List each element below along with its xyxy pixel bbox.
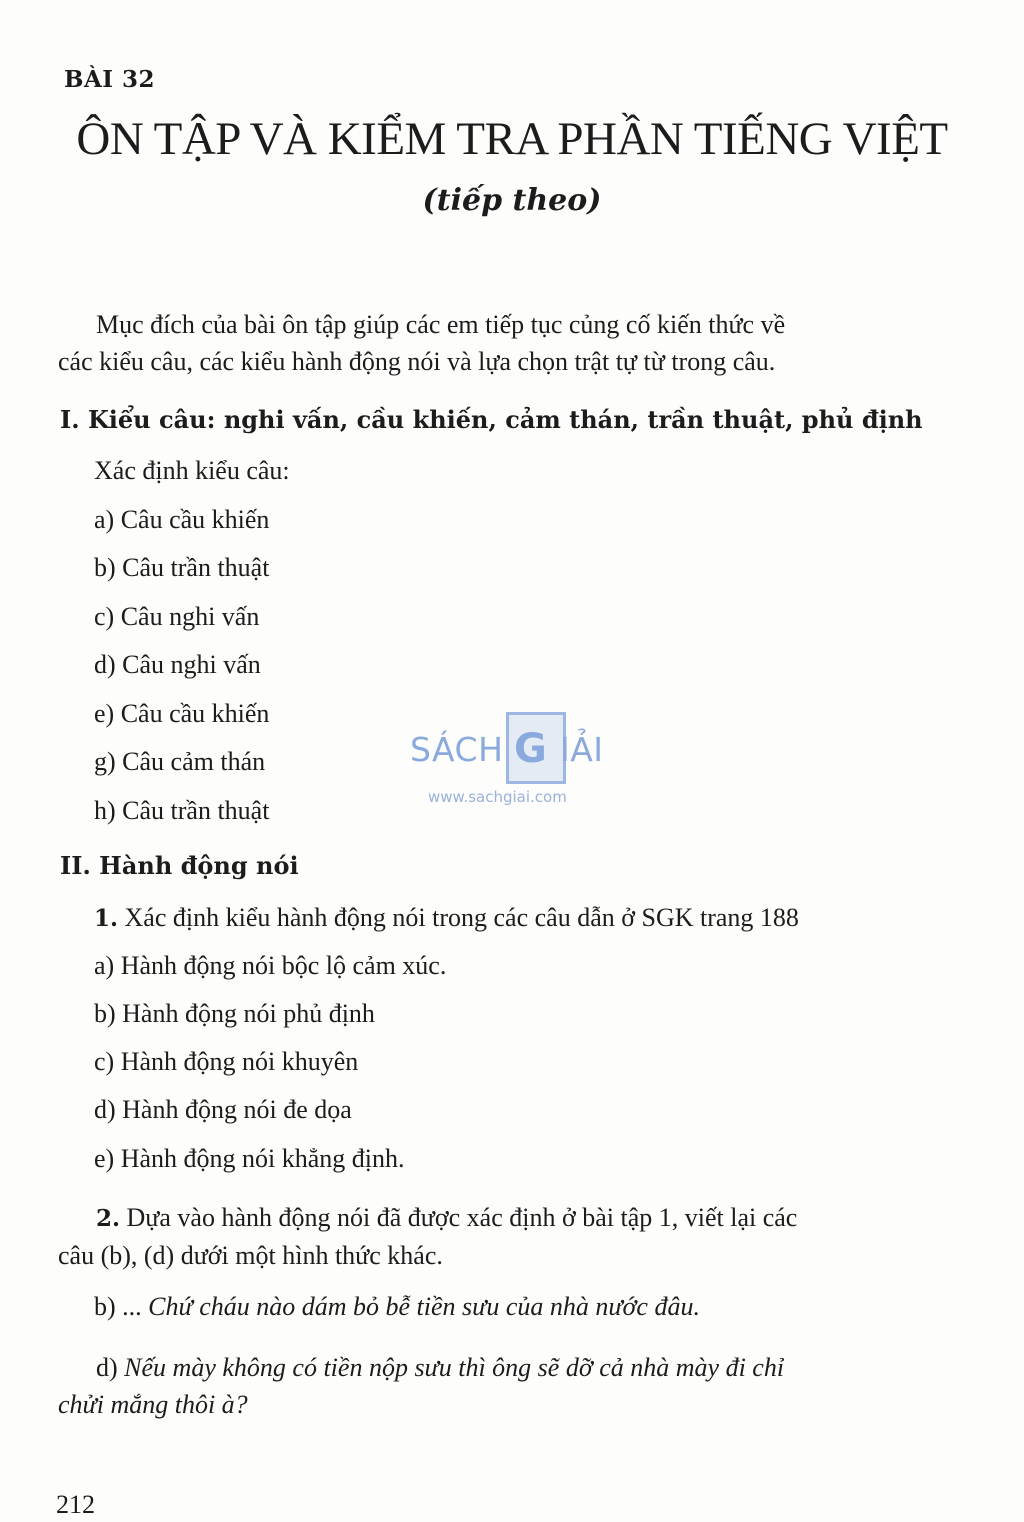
question-2-line-1 [58, 1199, 958, 1237]
list-item: e) Hành động nói khẳng định. [94, 1144, 405, 1173]
question-2-line-2: câu (b), (d) dưới một hình thức khác. [58, 1241, 443, 1270]
list-item: a) Hành động nói bộc lộ cảm xúc. [94, 951, 447, 980]
answer-d-line-1 [58, 1349, 958, 1386]
section-2-heading: II. Hành động nói [60, 851, 299, 880]
list-item: e) Câu cầu khiến [94, 699, 270, 728]
list-item: d) Câu nghi vấn [94, 650, 261, 679]
intro-line-2: các kiểu câu, các kiểu hành động nói và lựa chọn trật tự từ trong câu. [58, 347, 776, 376]
answer-d-text-1: Nếu mày không có tiền nộp sưu thì ông sẽ dỡ cả nhà mày đi chỉ [124, 1353, 785, 1382]
page-number: 212 [56, 1490, 95, 1519]
sachgiai-watermark [410, 712, 620, 812]
intro-line-1: Mục đích của bài ôn tập giúp các em tiếp tục củng cố kiến thức về [96, 310, 786, 339]
intro-paragraph [58, 306, 958, 380]
list-item: a) Câu cầu khiến [94, 505, 270, 534]
watermark-brand-left: SÁCH [410, 730, 504, 769]
list-item: g) Câu cảm thán [94, 747, 266, 776]
question-1-number: 1. [94, 905, 119, 932]
question-2 [58, 1199, 958, 1274]
question-1 [94, 903, 799, 933]
answer-d-label: d) [96, 1353, 118, 1382]
page-title: ÔN TẬP VÀ KIỂM TRA PHẦN TIẾNG VIỆT [76, 113, 948, 165]
answer-b-text: Chứ cháu nào dám bỏ bễ tiền sưu của nhà nước đâu. [148, 1292, 700, 1321]
page-subtitle: (tiếp theo) [422, 183, 602, 218]
list-item: c) Câu nghi vấn [94, 602, 260, 631]
list-item: c) Hành động nói khuyên [94, 1047, 359, 1076]
answer-d [58, 1349, 958, 1423]
question-2-text: Dựa vào hành động nói đã được xác định ở bài tập 1, viết lại các [126, 1203, 798, 1232]
watermark-brand-right: IẢI [560, 730, 604, 769]
question-1-text: Xác định kiểu hành động nói trong các câu dẫn ở SGK trang 188 [124, 903, 799, 932]
watermark-url: www.sachgiai.com [428, 788, 567, 806]
section-1-prompt: Xác định kiểu câu: [94, 456, 290, 485]
list-item: d) Hành động nói đe dọa [94, 1095, 352, 1124]
list-item: h) Câu trần thuật [94, 796, 270, 825]
lesson-label: BÀI 32 [64, 66, 156, 93]
question-2-number: 2. [96, 1205, 121, 1232]
list-item: b) Câu trần thuật [94, 553, 270, 582]
watermark-brand-g: G [514, 726, 547, 772]
answer-d-text-2: chửi mắng thôi à? [58, 1390, 248, 1419]
answer-b-label: b) ... [94, 1292, 142, 1321]
list-item: b) Hành động nói phủ định [94, 999, 375, 1028]
answer-b [94, 1292, 700, 1322]
section-1-heading: I. Kiểu câu: nghi vấn, cầu khiến, cảm thán, trần thuật, phủ định [60, 405, 923, 434]
